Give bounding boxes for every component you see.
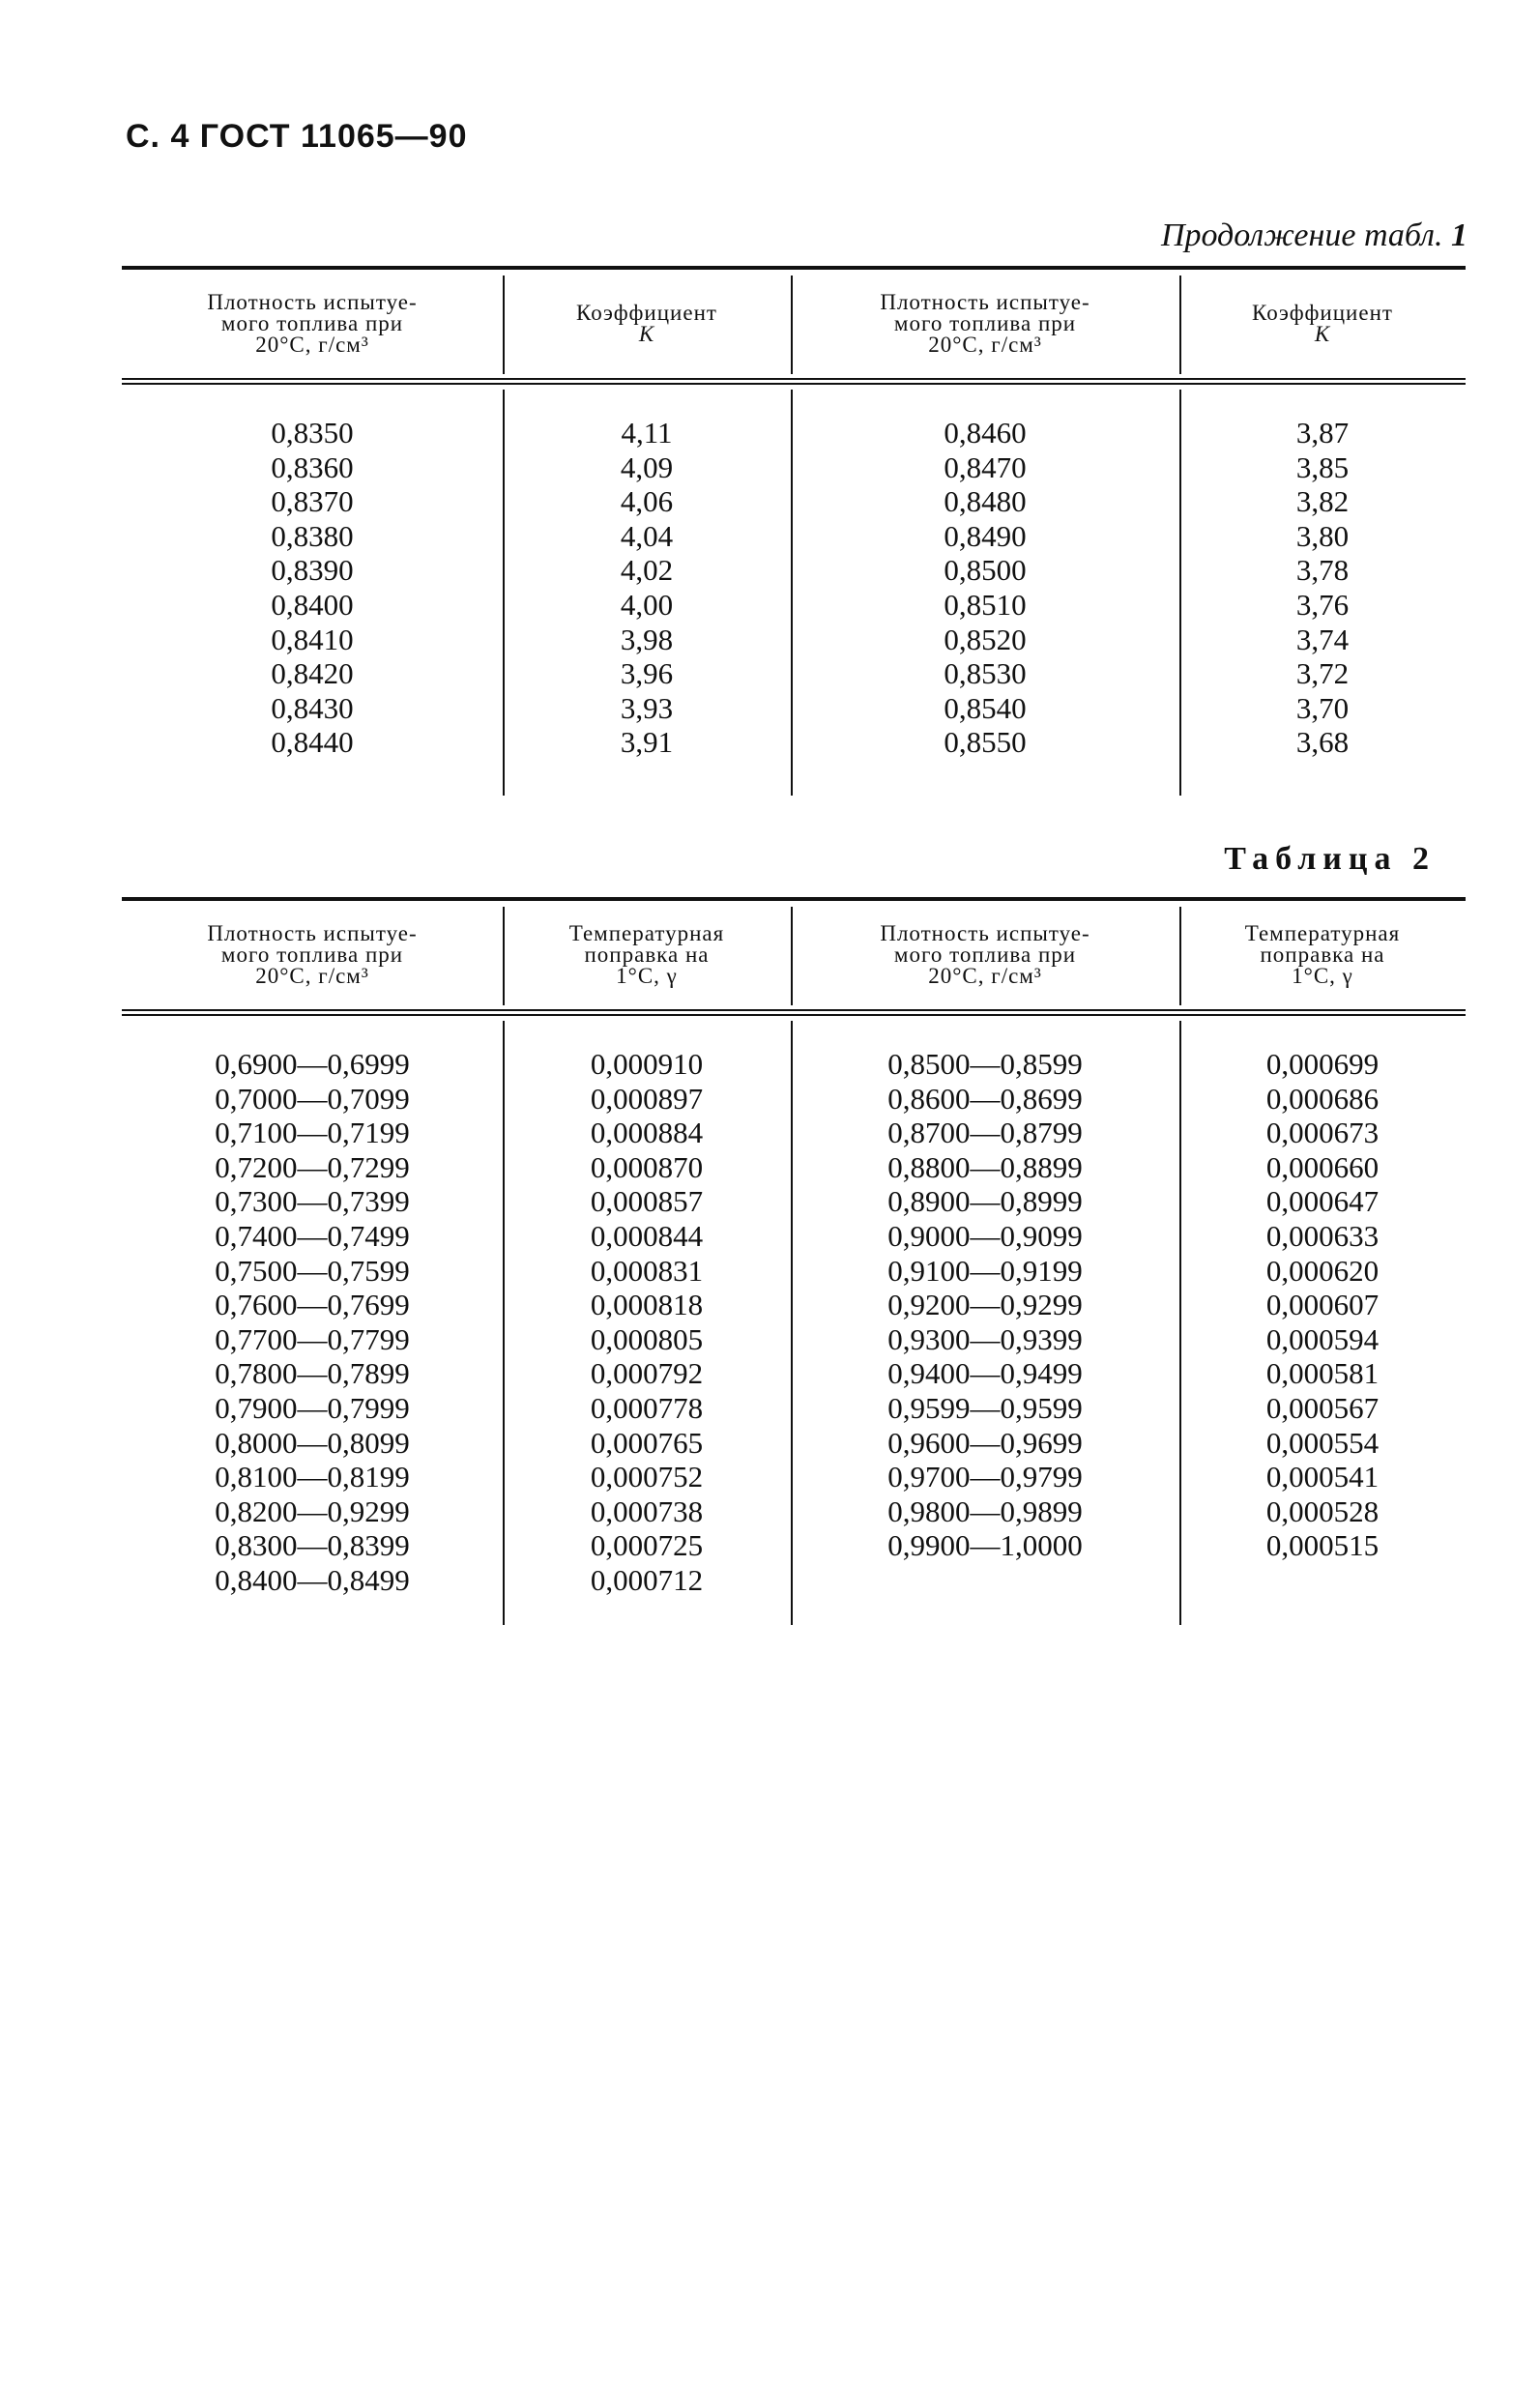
table-cell: 0,8400 [271, 587, 354, 622]
table-cell: 0,8540 [944, 690, 1027, 725]
table-cell: 0,000844 [590, 1218, 704, 1253]
header-coefficient-1 [503, 270, 791, 378]
table-cell: 3,80 [1295, 518, 1350, 553]
header-line: К [1314, 322, 1331, 346]
column-temp-correction-1 [503, 1047, 791, 1635]
table-cell: 0,8000—0,8099 [215, 1425, 410, 1460]
table-cell: 0,8600—0,8699 [887, 1081, 1083, 1116]
continuation-number: 1 [1451, 218, 1467, 253]
header-line: поправка на [584, 942, 710, 967]
table-cell: 3,87 [1295, 416, 1350, 450]
header-double-rule [122, 1009, 1466, 1016]
table-cell: 0,000792 [590, 1356, 704, 1391]
header-density-1 [122, 270, 503, 378]
header-density-2 [791, 901, 1179, 1009]
table-cell: 3,72 [1295, 656, 1350, 691]
column-divider [1179, 1021, 1181, 1625]
header-line: мого топлива при [220, 311, 404, 335]
table-cell: 0,8470 [944, 450, 1027, 484]
table-cell: 0,9800—0,9899 [887, 1494, 1083, 1528]
table-cell: 0,000567 [1265, 1390, 1380, 1425]
table-cell: 0,8350 [271, 416, 354, 450]
header-line: 20°С, г/см³ [928, 964, 1042, 988]
table-cell: 0,000725 [590, 1528, 704, 1563]
column-divider [791, 1021, 793, 1625]
table-cell: 0,7700—0,7799 [215, 1321, 410, 1356]
header-line: 20°С, г/см³ [255, 964, 369, 988]
table-cell: 0,8200—0,9299 [215, 1494, 410, 1528]
table-cell: 0,8800—0,8899 [887, 1149, 1083, 1184]
column-divider [1179, 390, 1181, 796]
table-cell: 0,000765 [590, 1425, 704, 1460]
table-cell: 0,9300—0,9399 [887, 1321, 1083, 1356]
table-cell: 4,00 [620, 587, 674, 622]
table-cell: 0,000554 [1265, 1425, 1380, 1460]
header-line: Плотность испытуе- [880, 290, 1090, 314]
table-cell: 3,82 [1295, 484, 1350, 519]
table-2-label: Таблица 2 [1224, 841, 1436, 877]
column-divider [791, 276, 793, 374]
table-cell: 3,91 [620, 725, 674, 760]
header-line: 20°С, г/см³ [928, 333, 1042, 357]
table-cell: 3,68 [1295, 725, 1350, 760]
table-cell: 4,11 [621, 416, 673, 450]
table-cell: 0,9600—0,9699 [887, 1425, 1083, 1460]
table-cell: 0,7500—0,7599 [215, 1253, 410, 1288]
column-coefficient-2 [1179, 416, 1466, 811]
table-cell: 3,76 [1295, 587, 1350, 622]
table-cell: 0,8300—0,8399 [215, 1528, 410, 1563]
table-cell: 0,000738 [590, 1494, 704, 1528]
table-1-body [122, 385, 1466, 811]
table-cell: 0,8480 [944, 484, 1027, 519]
header-line: 1°С, γ [1292, 964, 1353, 988]
table-cell: 0,7900—0,7999 [215, 1390, 410, 1425]
table-cell: 0,8550 [944, 725, 1027, 760]
table-cell: 0,8400—0,8499 [215, 1562, 410, 1597]
table-cell: 0,8460 [944, 416, 1027, 450]
table-2 [122, 897, 1466, 1635]
column-density-range-1 [122, 1047, 503, 1635]
table-cell: 0,000515 [1265, 1528, 1380, 1563]
header-line: Коэффициент [1252, 301, 1393, 325]
table-cell: 0,000897 [590, 1081, 704, 1116]
column-divider [1179, 907, 1181, 1005]
column-divider [791, 390, 793, 796]
table-cell: 0,000699 [1265, 1047, 1380, 1081]
table-cell: 3,98 [620, 622, 674, 656]
continuation-label [1161, 218, 1467, 254]
page-header: С. 4 ГОСТ 11065—90 [126, 118, 468, 155]
table-cell: 0,9599—0,9599 [887, 1390, 1083, 1425]
table-cell: 3,85 [1295, 450, 1350, 484]
table-cell: 0,000528 [1265, 1494, 1380, 1528]
table-cell: 0,7400—0,7499 [215, 1218, 410, 1253]
table-cell: 3,70 [1295, 690, 1350, 725]
table-cell: 0,000818 [590, 1288, 704, 1322]
header-line: 20°С, г/см³ [255, 333, 369, 357]
table-cell: 0,000673 [1265, 1116, 1380, 1150]
header-double-rule [122, 378, 1466, 385]
table-cell: 0,8510 [944, 587, 1027, 622]
table-cell: 0,000752 [590, 1460, 704, 1494]
table-cell: 0,000541 [1265, 1460, 1380, 1494]
table-cell: 0,8370 [271, 484, 354, 519]
table-cell: 0,7300—0,7399 [215, 1184, 410, 1219]
table-cell: 0,8520 [944, 622, 1027, 656]
header-density-1 [122, 901, 503, 1009]
column-divider [791, 907, 793, 1005]
table-cell: 0,8410 [271, 622, 354, 656]
table-cell: 0,000805 [590, 1321, 704, 1356]
table-cell: 3,93 [620, 690, 674, 725]
header-line: мого топлива при [220, 942, 404, 967]
table-cell: 0,000647 [1265, 1184, 1380, 1219]
table-cell: 0,8900—0,8999 [887, 1184, 1083, 1219]
table-cell: 4,09 [620, 450, 674, 484]
table-cell: 0,7800—0,7899 [215, 1356, 410, 1391]
table-cell: 0,8390 [271, 553, 354, 588]
table-cell: 4,04 [620, 518, 674, 553]
table-cell: 0,000778 [590, 1390, 704, 1425]
table-cell: 0,6900—0,6999 [215, 1047, 410, 1081]
table-cell: 0,000884 [590, 1116, 704, 1150]
table-cell: 0,9900—1,0000 [887, 1528, 1083, 1563]
header-line: Плотность испытуе- [880, 921, 1090, 945]
header-line: поправка на [1260, 942, 1385, 967]
column-density-range-2 [791, 1047, 1179, 1635]
table-cell: 0,8100—0,8199 [215, 1460, 410, 1494]
table-cell: 0,000712 [590, 1562, 704, 1597]
header-line: мого топлива при [893, 942, 1077, 967]
table-cell: 0,7600—0,7699 [215, 1288, 410, 1322]
table-cell: 3,74 [1295, 622, 1350, 656]
table-2-header [122, 897, 1466, 1016]
column-density-1 [122, 416, 503, 811]
table-cell: 0,8360 [271, 450, 354, 484]
column-temp-correction-2 [1179, 1047, 1466, 1635]
table-cell: 0,000857 [590, 1184, 704, 1219]
table-1-header [122, 266, 1466, 385]
table-cell: 0,8500—0,8599 [887, 1047, 1083, 1081]
table-cell: 0,8500 [944, 553, 1027, 588]
table-2-body [122, 1016, 1466, 1635]
table-cell: 0,000633 [1265, 1218, 1380, 1253]
column-divider [503, 907, 505, 1005]
header-density-2 [791, 270, 1179, 378]
table-cell: 0,9200—0,9299 [887, 1288, 1083, 1322]
header-line: Температурная [1244, 921, 1401, 945]
table-cell: 4,06 [620, 484, 674, 519]
table-cell: 0,000581 [1265, 1356, 1380, 1391]
table-cell: 3,96 [620, 656, 674, 691]
table-cell: 0,000831 [590, 1253, 704, 1288]
table-cell: 0,9100—0,9199 [887, 1253, 1083, 1288]
table-cell: 0,8420 [271, 656, 354, 691]
table-cell: 0,8530 [944, 656, 1027, 691]
table-cell: 0,000607 [1265, 1288, 1380, 1322]
column-divider [503, 390, 505, 796]
column-divider [1179, 276, 1181, 374]
table-cell: 0,8700—0,8799 [887, 1116, 1083, 1150]
column-divider [503, 276, 505, 374]
header-line: Коэффициент [576, 301, 717, 325]
column-coefficient-1 [503, 416, 791, 811]
table-cell: 0,8380 [271, 518, 354, 553]
table-cell: 3,78 [1295, 553, 1350, 588]
table-cell: 0,8440 [271, 725, 354, 760]
table-cell: 4,02 [620, 553, 674, 588]
table-cell: 0,9000—0,9099 [887, 1218, 1083, 1253]
header-coefficient-2 [1179, 270, 1466, 378]
table-1 [122, 266, 1466, 811]
table-cell: 0,000910 [590, 1047, 704, 1081]
header-temp-correction-2 [1179, 901, 1466, 1009]
table-cell: 0,8430 [271, 690, 354, 725]
header-line: Плотность испытуе- [207, 921, 418, 945]
header-line: Температурная [568, 921, 725, 945]
table-cell: 0,7200—0,7299 [215, 1149, 410, 1184]
continuation-prefix: Продолжение табл. [1160, 218, 1443, 253]
header-line: 1°С, γ [616, 964, 678, 988]
header-line: К [638, 322, 655, 346]
table-cell: 0,000870 [590, 1149, 704, 1184]
header-line: Плотность испытуе- [207, 290, 418, 314]
table-cell: 0,9400—0,9499 [887, 1356, 1083, 1391]
table-cell: 0,8490 [944, 518, 1027, 553]
table-cell: 0,000594 [1265, 1321, 1380, 1356]
table-cell: 0,000620 [1265, 1253, 1380, 1288]
column-divider [503, 1021, 505, 1625]
column-density-2 [791, 416, 1179, 811]
table-cell: 0,000660 [1265, 1149, 1380, 1184]
header-line: мого топлива при [893, 311, 1077, 335]
table-cell: 0,7000—0,7099 [215, 1081, 410, 1116]
header-temp-correction-1 [503, 901, 791, 1009]
table-cell: 0,000686 [1265, 1081, 1380, 1116]
table-cell: 0,7100—0,7199 [215, 1116, 410, 1150]
table-cell: 0,9700—0,9799 [887, 1460, 1083, 1494]
